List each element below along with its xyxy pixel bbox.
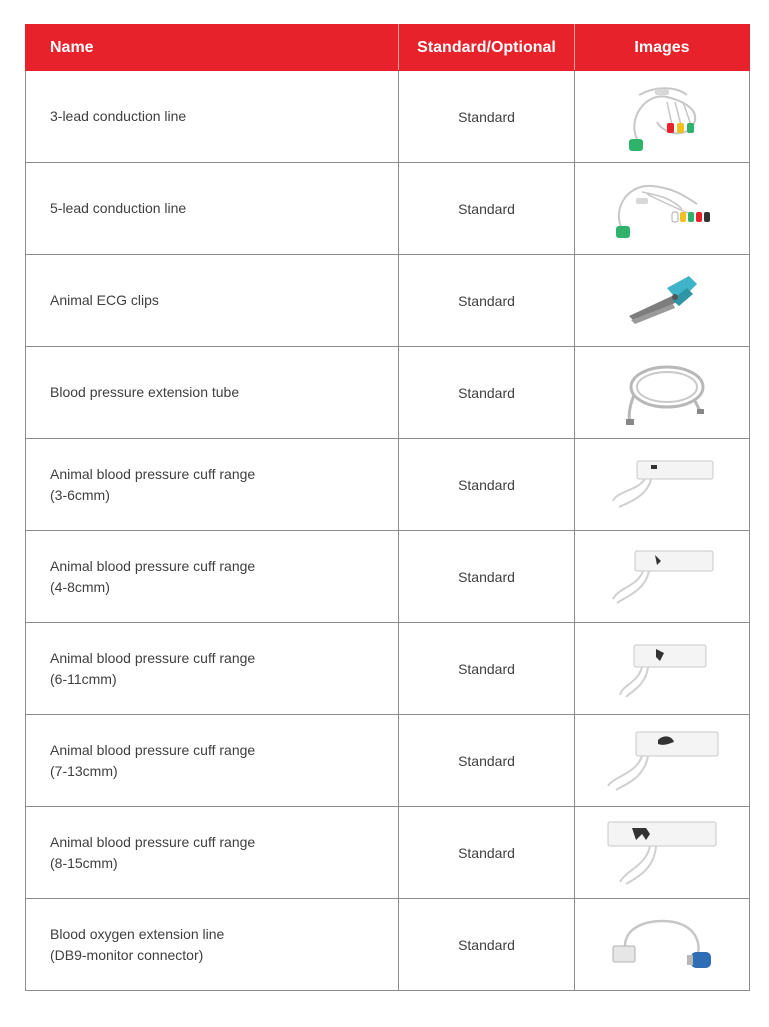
item-name-line: Blood pressure extension tube bbox=[50, 384, 240, 400]
item-status: Standard bbox=[399, 531, 575, 623]
item-status: Standard bbox=[399, 255, 575, 347]
item-name-line: Animal blood pressure cuff range bbox=[50, 465, 256, 482]
item-name bbox=[26, 899, 399, 991]
item-name-line: Animal blood pressure cuff range bbox=[50, 741, 256, 758]
item-status: Standard bbox=[399, 163, 575, 255]
item-name bbox=[26, 163, 399, 255]
bp-cuff-icon bbox=[612, 639, 712, 699]
item-image bbox=[575, 623, 750, 715]
table-row bbox=[26, 347, 750, 439]
item-name bbox=[26, 71, 399, 163]
ecg-3-lead-cable-icon bbox=[607, 77, 717, 157]
item-name-line: Blood oxygen extension line bbox=[50, 925, 225, 942]
bp-cuff-icon bbox=[607, 547, 717, 607]
item-name bbox=[26, 623, 399, 715]
item-name-line: (DB9-monitor connector) bbox=[50, 946, 204, 963]
item-name-line: (3-6cmm) bbox=[50, 486, 110, 503]
item-name bbox=[26, 439, 399, 531]
item-name-line: 3-lead conduction line bbox=[50, 108, 187, 124]
column-header-images: Images bbox=[575, 25, 750, 71]
item-image bbox=[575, 899, 750, 991]
table-row bbox=[26, 899, 750, 991]
bp-cuff-icon bbox=[607, 457, 717, 512]
item-image bbox=[575, 163, 750, 255]
table-row bbox=[26, 163, 750, 255]
ecg-clip-icon bbox=[617, 266, 707, 336]
item-name-line: Animal blood pressure cuff range bbox=[50, 649, 256, 666]
item-name bbox=[26, 715, 399, 807]
spo2-extension-cable-icon bbox=[607, 910, 717, 980]
table-row bbox=[26, 807, 750, 899]
item-image bbox=[575, 71, 750, 163]
table-header-row bbox=[26, 25, 750, 71]
item-status: Standard bbox=[399, 439, 575, 531]
item-name-line: (8-15cmm) bbox=[50, 854, 118, 871]
item-image bbox=[575, 807, 750, 899]
item-name-line: Animal blood pressure cuff range bbox=[50, 557, 256, 574]
item-name-line: (7-13cmm) bbox=[50, 762, 118, 779]
table-row bbox=[26, 71, 750, 163]
bp-cuff-icon bbox=[602, 818, 722, 888]
item-image bbox=[575, 531, 750, 623]
item-name bbox=[26, 807, 399, 899]
table-row bbox=[26, 255, 750, 347]
table-row bbox=[26, 623, 750, 715]
table-row bbox=[26, 531, 750, 623]
bp-cuff-icon bbox=[602, 728, 722, 793]
item-name-line: (6-11cmm) bbox=[50, 670, 117, 687]
column-header-standard-optional: Standard/Optional bbox=[399, 25, 575, 71]
item-name-line: (4-8cmm) bbox=[50, 578, 110, 595]
column-header-name: Name bbox=[26, 25, 399, 71]
item-status: Standard bbox=[399, 899, 575, 991]
item-name bbox=[26, 531, 399, 623]
item-name-line: 5-lead conduction line bbox=[50, 200, 187, 216]
item-status: Standard bbox=[399, 715, 575, 807]
item-name-line: Animal ECG clips bbox=[50, 292, 159, 308]
table-row bbox=[26, 439, 750, 531]
item-status: Standard bbox=[399, 347, 575, 439]
item-image bbox=[575, 439, 750, 531]
item-name-line: Animal blood pressure cuff range bbox=[50, 833, 256, 850]
item-name bbox=[26, 347, 399, 439]
bp-extension-tube-icon bbox=[612, 355, 712, 430]
accessories-table bbox=[25, 24, 750, 991]
item-image bbox=[575, 715, 750, 807]
item-name bbox=[26, 255, 399, 347]
item-status: Standard bbox=[399, 71, 575, 163]
item-status: Standard bbox=[399, 623, 575, 715]
ecg-5-lead-cable-icon bbox=[602, 174, 722, 244]
item-status: Standard bbox=[399, 807, 575, 899]
item-image bbox=[575, 255, 750, 347]
table-row bbox=[26, 715, 750, 807]
item-image bbox=[575, 347, 750, 439]
